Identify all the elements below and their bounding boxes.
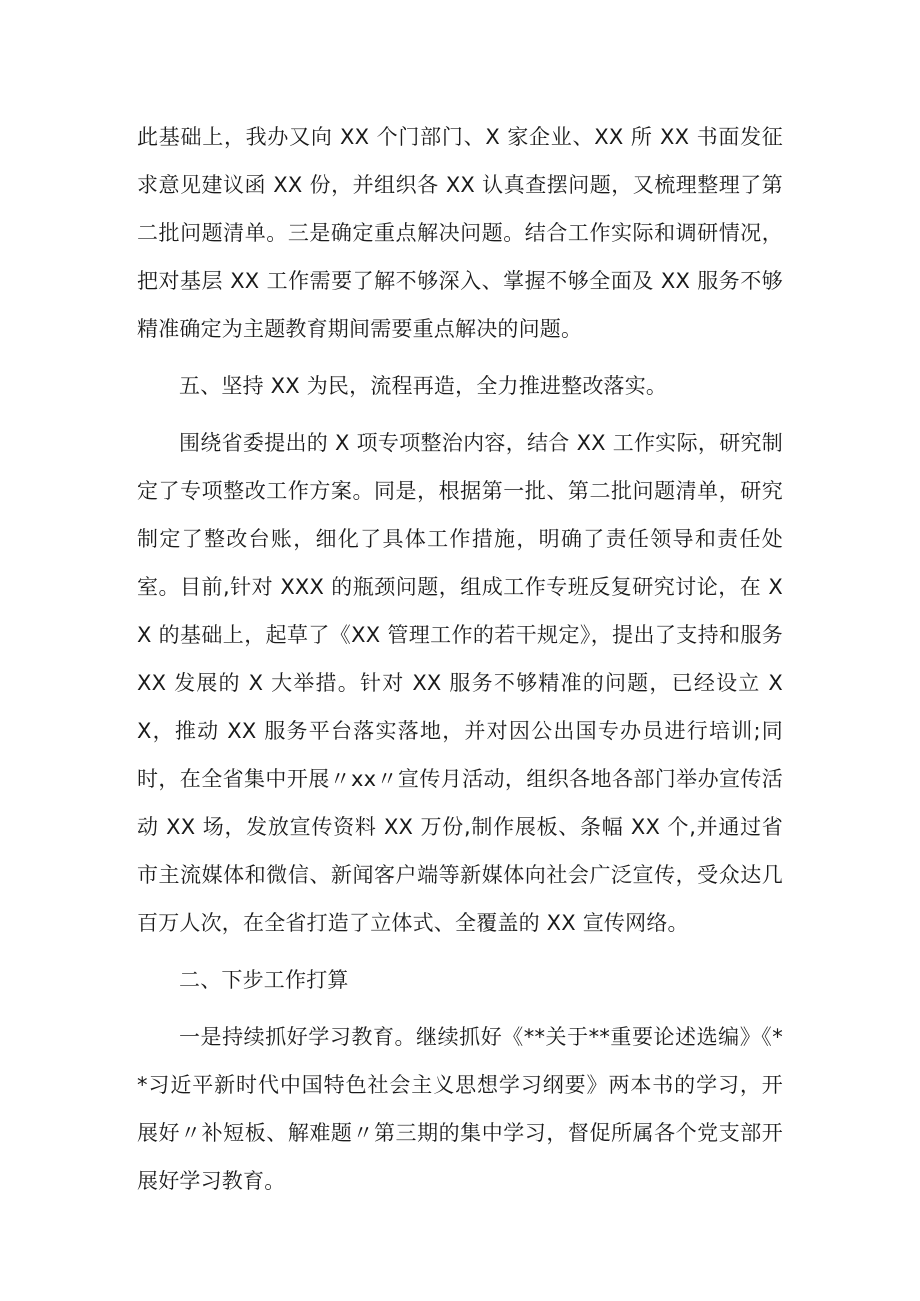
paragraph-study: 一是持续抓好学习教育。继续抓好《**关于**重要论述选编》《**习近平新时代中国特色社会主义思想学习纲要》两本书的学习，开展好〃补短板、解难题〃第三期的集中学习，督促所属各个党支部开展好学习教育。	[137, 1025, 783, 1193]
document-body	[137, 113, 783, 1214]
paragraph-continued: 此基础上，我办又向 XX 个门部门、X 家企业、XX 所 XX 书面发征求意见建议函 XX 份，并组织各 XX 认真查摆问题，又梳理整理了第二批问题清单。三是确定重点解决问题。结合工作实际和调研情况，把对基层 XX 工作需要了解不够深入、掌握不够全面及 XX 服务不够精准确定为主题教育期间需要重点解决的问题。	[137, 125, 783, 341]
section-heading-next-steps: 二、下步工作打算	[179, 968, 349, 992]
section-heading-five: 五、坚持 XX 为民，流程再造，全力推进整改落实。	[179, 374, 668, 398]
paragraph-rectification: 围绕省委提出的 X 项专项整治内容，结合 XX 工作实际，研究制定了专项整改工作方案。同是，根据第一批、第二批问题清单，研究制定了整改台账，细化了具体工作措施，明确了责任领导和责任处室。目前,针对 XXX 的瓶颈问题，组成工作专班反复研究讨论，在 XX 的基础上，起草了《XX 管理工作的若干规定》，提出了支持和服务 XX 发展的 X 大举措。针对 XX 服务不够精准的问题，已经设立 XX，推动 XX 服务平台落实落地，并对因公出国专办员进行培训;同时，在全省集中开展〃xx〃宣传月活动，组织各地各部门举办宣传活动 XX 场，发放宣传资料 XX 万份,制作展板、条幅 XX 个,并通过省市主流媒体和微信、新闻客户端等新媒体向社会广泛宣传，受众达几百万人次，在全省打造了立体式、全覆盖的 XX 宣传网络。	[137, 431, 783, 935]
